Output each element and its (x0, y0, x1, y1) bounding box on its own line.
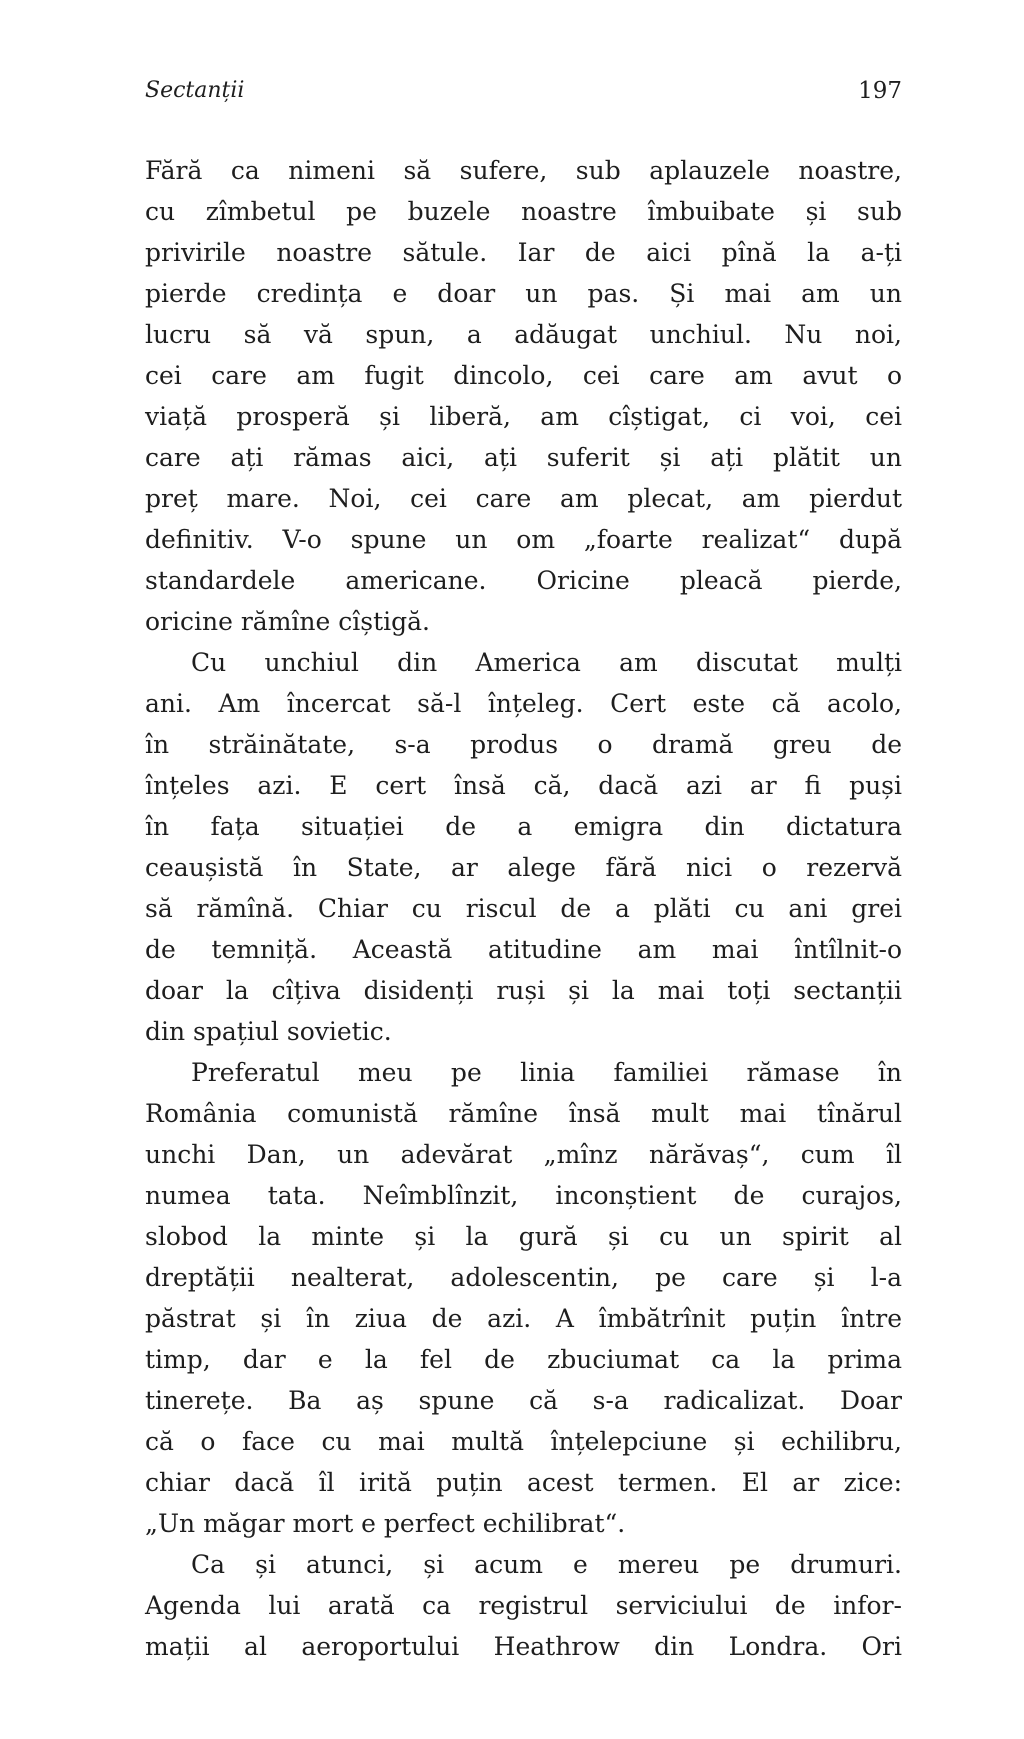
text-line: preț mare. Noi, cei care am plecat, am pierdut (145, 484, 902, 513)
text-line: doar la cîțiva disidenți ruși și la mai toți sectanții (145, 976, 902, 1005)
text-line: unchi Dan, un adevărat „mînz nărăvaș“, cum îl (145, 1140, 902, 1169)
text-line: în străinătate, s-a produs o dramă greu de (145, 730, 902, 759)
text-line: dreptății nealterat, adolescentin, pe care și l-a (145, 1263, 902, 1292)
text-line: de temniță. Această atitudine am mai întîlnit-o (145, 935, 902, 964)
text-line: mații al aeroportului Heathrow din Londra. Ori (145, 1632, 902, 1661)
text-line: din spațiul sovietic. (145, 1017, 392, 1046)
text-line: România comunistă rămîne însă mult mai tînărul (145, 1099, 902, 1128)
text-line: Agenda lui arată ca registrul serviciului de infor- (145, 1591, 902, 1620)
text-line: Cu unchiul din America am discutat mulți (191, 648, 902, 677)
text-line: oricine rămîne cîștigă. (145, 607, 430, 636)
text-line: să rămînă. Chiar cu riscul de a plăti cu ani grei (145, 894, 902, 923)
text-line: tinerețe. Ba aș spune că s-a radicalizat. Doar (145, 1386, 902, 1415)
text-line: înțeles azi. E cert însă că, dacă azi ar fi puși (145, 771, 902, 800)
text-line: ceaușistă în State, ar alege fără nici o rezervă (145, 853, 902, 882)
text-line: care ați rămas aici, ați suferit și ați plătit un (145, 443, 902, 472)
text-line: păstrat și în ziua de azi. A îmbătrînit puțin între (145, 1304, 902, 1333)
text-line: standardele americane. Oricine pleacă pierde, (145, 566, 902, 595)
text-line: pierde credința e doar un pas. Și mai am un (145, 279, 902, 308)
text-line: în fața situației de a emigra din dictatura (145, 812, 902, 841)
text-line: slobod la minte și la gură și cu un spirit al (145, 1222, 902, 1251)
paragraph (145, 1052, 902, 1544)
text-line: timp, dar e la fel de zbuciumat ca la prima (145, 1345, 902, 1374)
body-text (145, 150, 902, 1667)
text-line: viață prosperă și liberă, am cîștigat, ci voi, cei (145, 402, 902, 431)
paragraph (145, 150, 902, 642)
text-line: definitiv. V-o spune un om „foarte realizat“ după (145, 525, 902, 554)
text-line: cu zîmbetul pe buzele noastre îmbuibate și sub (145, 197, 902, 226)
text-line: „Un măgar mort e perfect echilibrat“. (145, 1509, 626, 1538)
text-line: privirile noastre sătule. Iar de aici pînă la a-ți (145, 238, 902, 267)
text-line: Preferatul meu pe linia familiei rămase în (191, 1058, 902, 1087)
text-line: că o face cu mai multă înțelepciune și echilibru, (145, 1427, 902, 1456)
text-line: numea tata. Neîmblînzit, inconștient de curajos, (145, 1181, 902, 1210)
text-line: chiar dacă îl irită puțin acest termen. El ar zice: (145, 1468, 902, 1497)
page-number: 197 (858, 78, 902, 104)
paragraph (145, 642, 902, 1052)
text-line: cei care am fugit dincolo, cei care am avut o (145, 361, 902, 390)
running-head: Sectanții (145, 78, 245, 103)
text-line: lucru să vă spun, a adăugat unchiul. Nu noi, (145, 320, 902, 349)
text-line: Ca și atunci, și acum e mereu pe drumuri. (191, 1550, 902, 1579)
text-line: ani. Am încercat să-l înțeleg. Cert este că acolo, (145, 689, 902, 718)
paragraph (145, 1544, 902, 1667)
text-line: Fără ca nimeni să sufere, sub aplauzele noastre, (145, 156, 902, 185)
